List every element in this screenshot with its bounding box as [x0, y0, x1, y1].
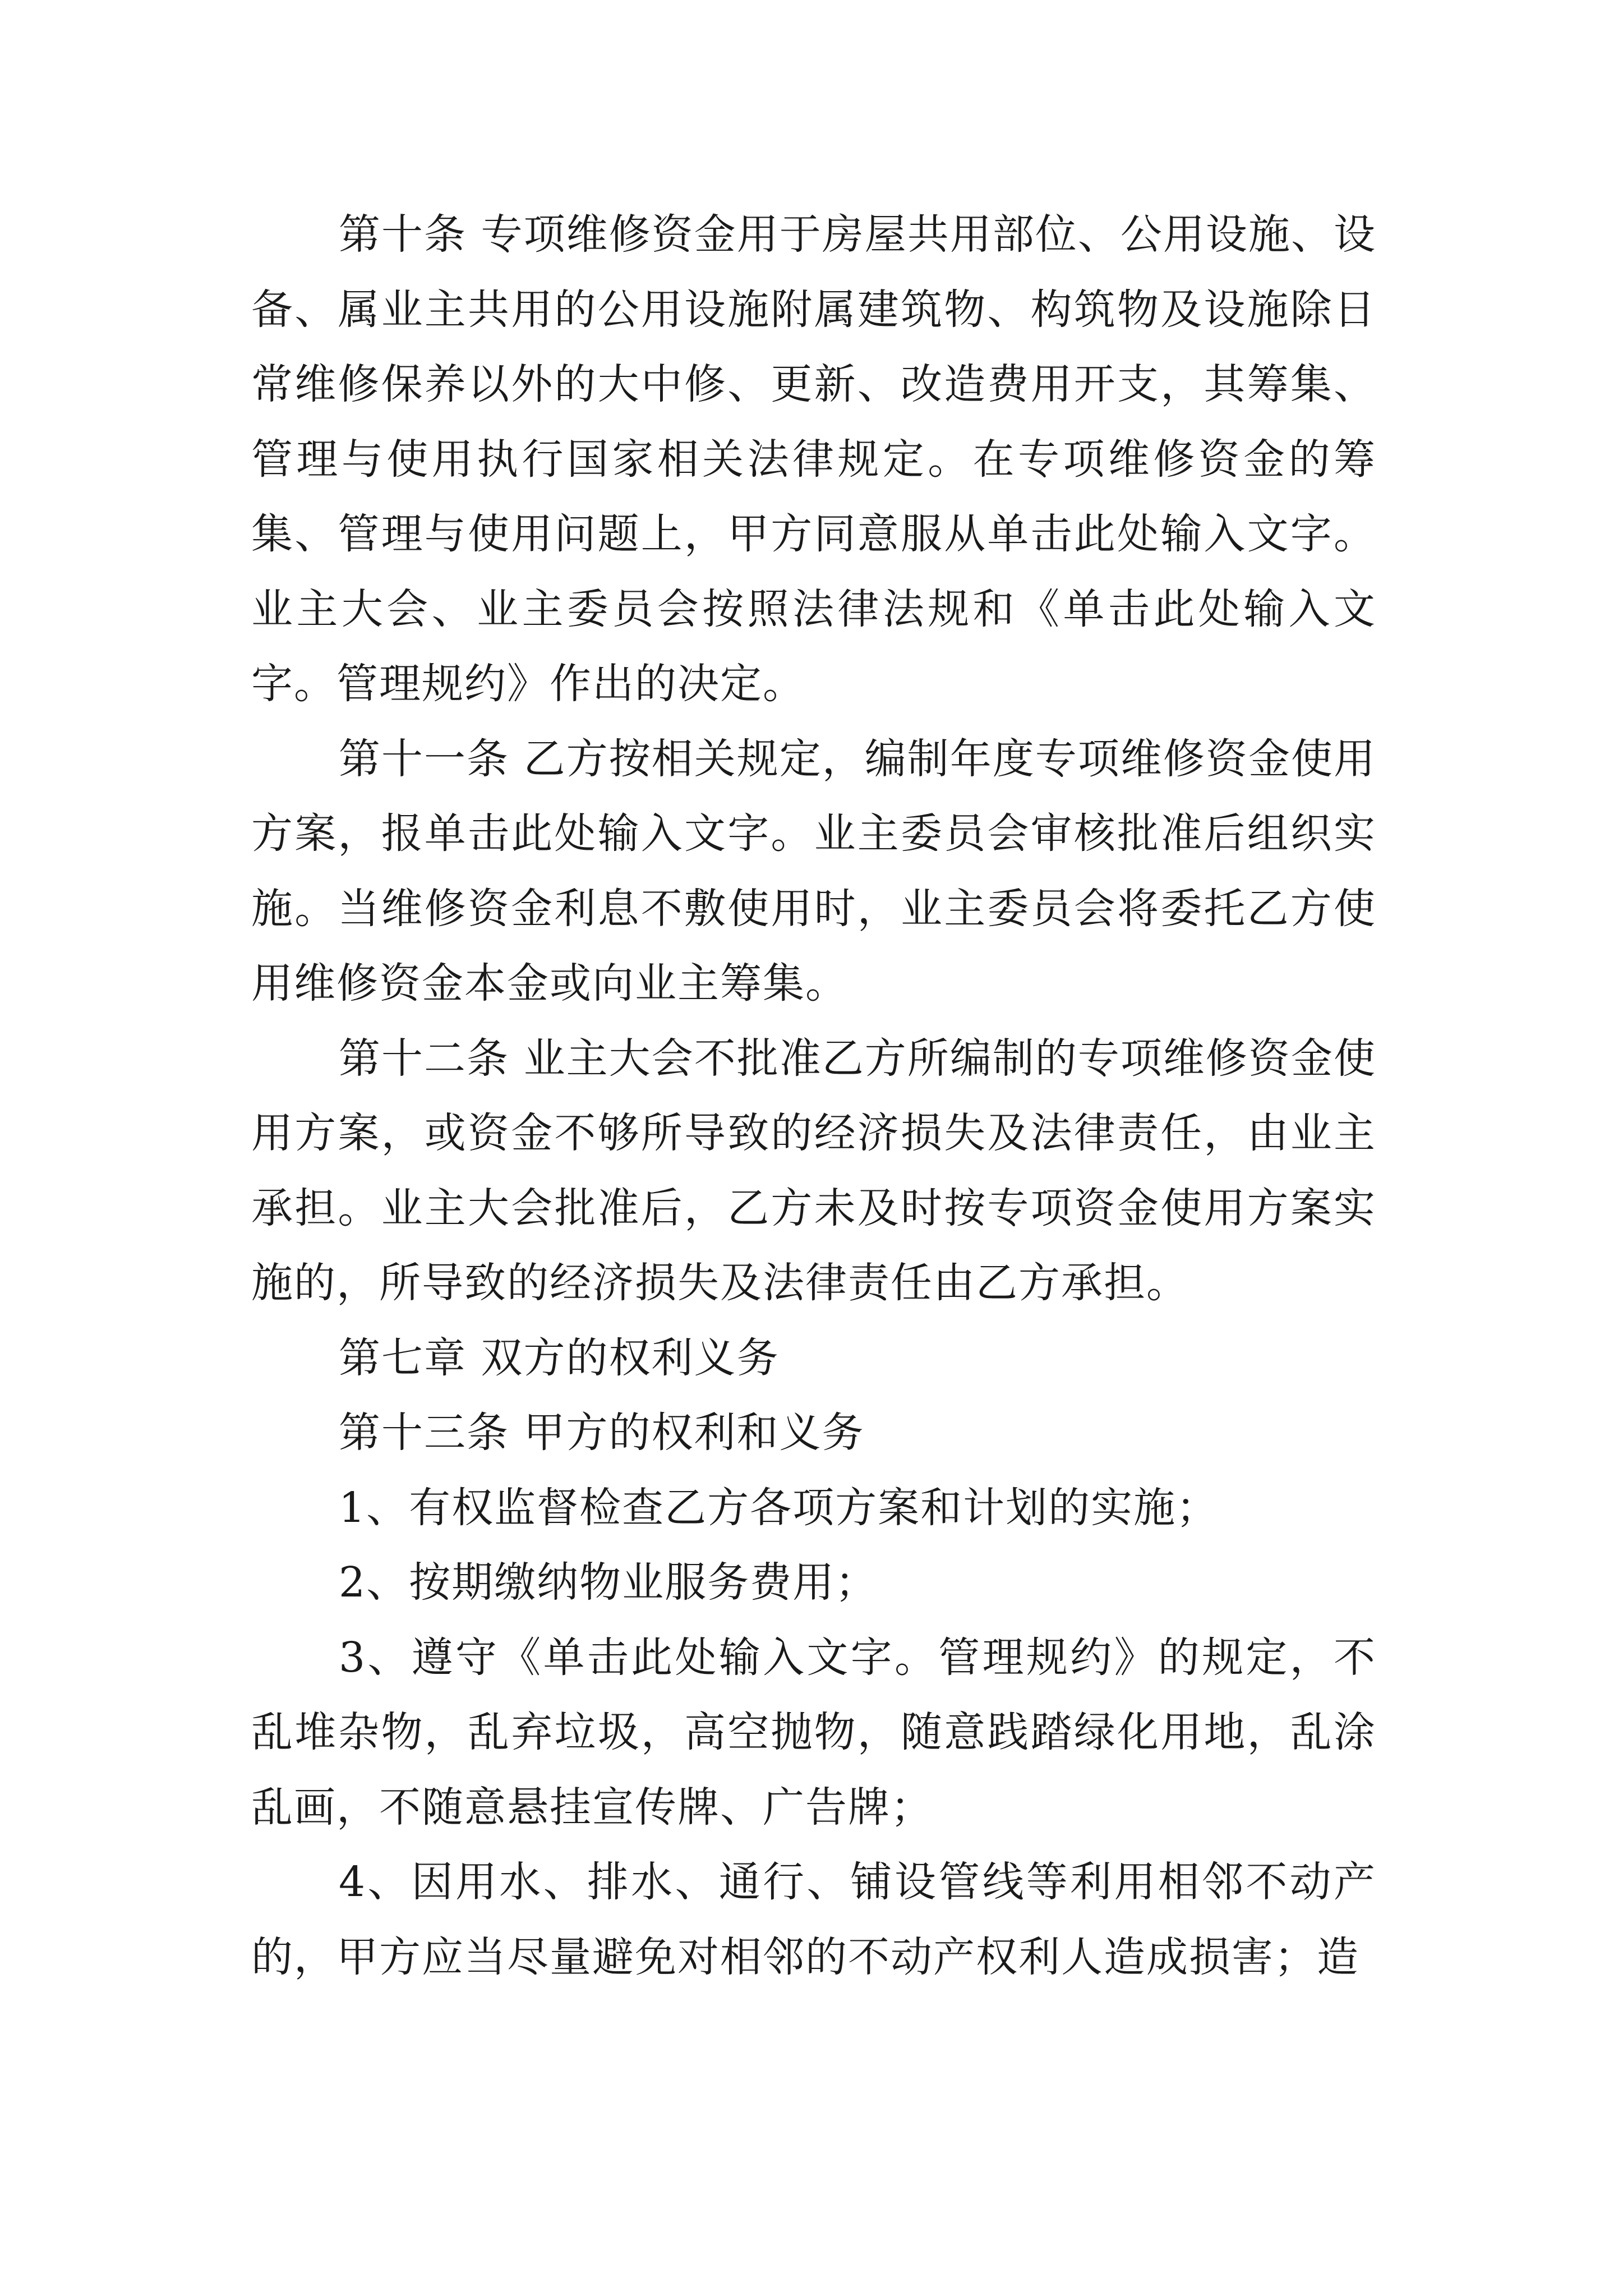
- list-item-1: 1、有权监督检查乙方各项方案和计划的实施；: [339, 1483, 1219, 1532]
- article-13-heading: 第十三条 甲方的权利和义务: [339, 1409, 865, 1457]
- chapter-7-heading: 第七章 双方的权利义务: [339, 1333, 780, 1382]
- list-item-3: 3、遵守《单击此处输入文字。管理规约》的规定，不乱堆杂物，乱弃垃圾，高空抛物，随意践踏绿化用地，乱涂乱画，不随意悬挂宣传牌、广告牌；: [251, 1633, 1376, 1832]
- article-12-paragraph: 第十二条 业主大会不批准乙方所编制的专项维修资金使用方案，或资金不够所导致的经济损失及法律责任，由业主承担。业主大会批准后，乙方未及时按专项资金使用方案实施的，所导致的经济损失及法律责任由乙方承担。: [251, 1034, 1376, 1307]
- article-10-paragraph: 第十条 专项维修资金用于房屋共用部位、公用设施、设备、属业主共用的公用设施附属建筑物、构筑物及设施除日常维修保养以外的大中修、更新、改造费用开支，其筹集、管理与使用执行国家相关法律规定。在专项维修资金的筹集、管理与使用问题上，甲方同意服从单击此处输入文字。业主大会、业主委员会按照法律法规和《单击此处输入文字。管理规约》作出的决定。: [251, 210, 1376, 708]
- list-item-2: 2、按期缴纳物业服务费用；: [339, 1558, 878, 1607]
- list-item-4: 4、因用水、排水、通行、铺设管线等利用相邻不动产的，甲方应当尽量避免对相邻的不动产权利人造成损害；造: [251, 1858, 1376, 1981]
- article-11-paragraph: 第十一条 乙方按相关规定，编制年度专项维修资金使用方案，报单击此处输入文字。业主委员会审核批准后组织实施。当维修资金利息不敷使用时，业主委员会将委托乙方使用维修资金本金或向业主筹集。: [251, 734, 1376, 1007]
- document-body: [251, 197, 1376, 1995]
